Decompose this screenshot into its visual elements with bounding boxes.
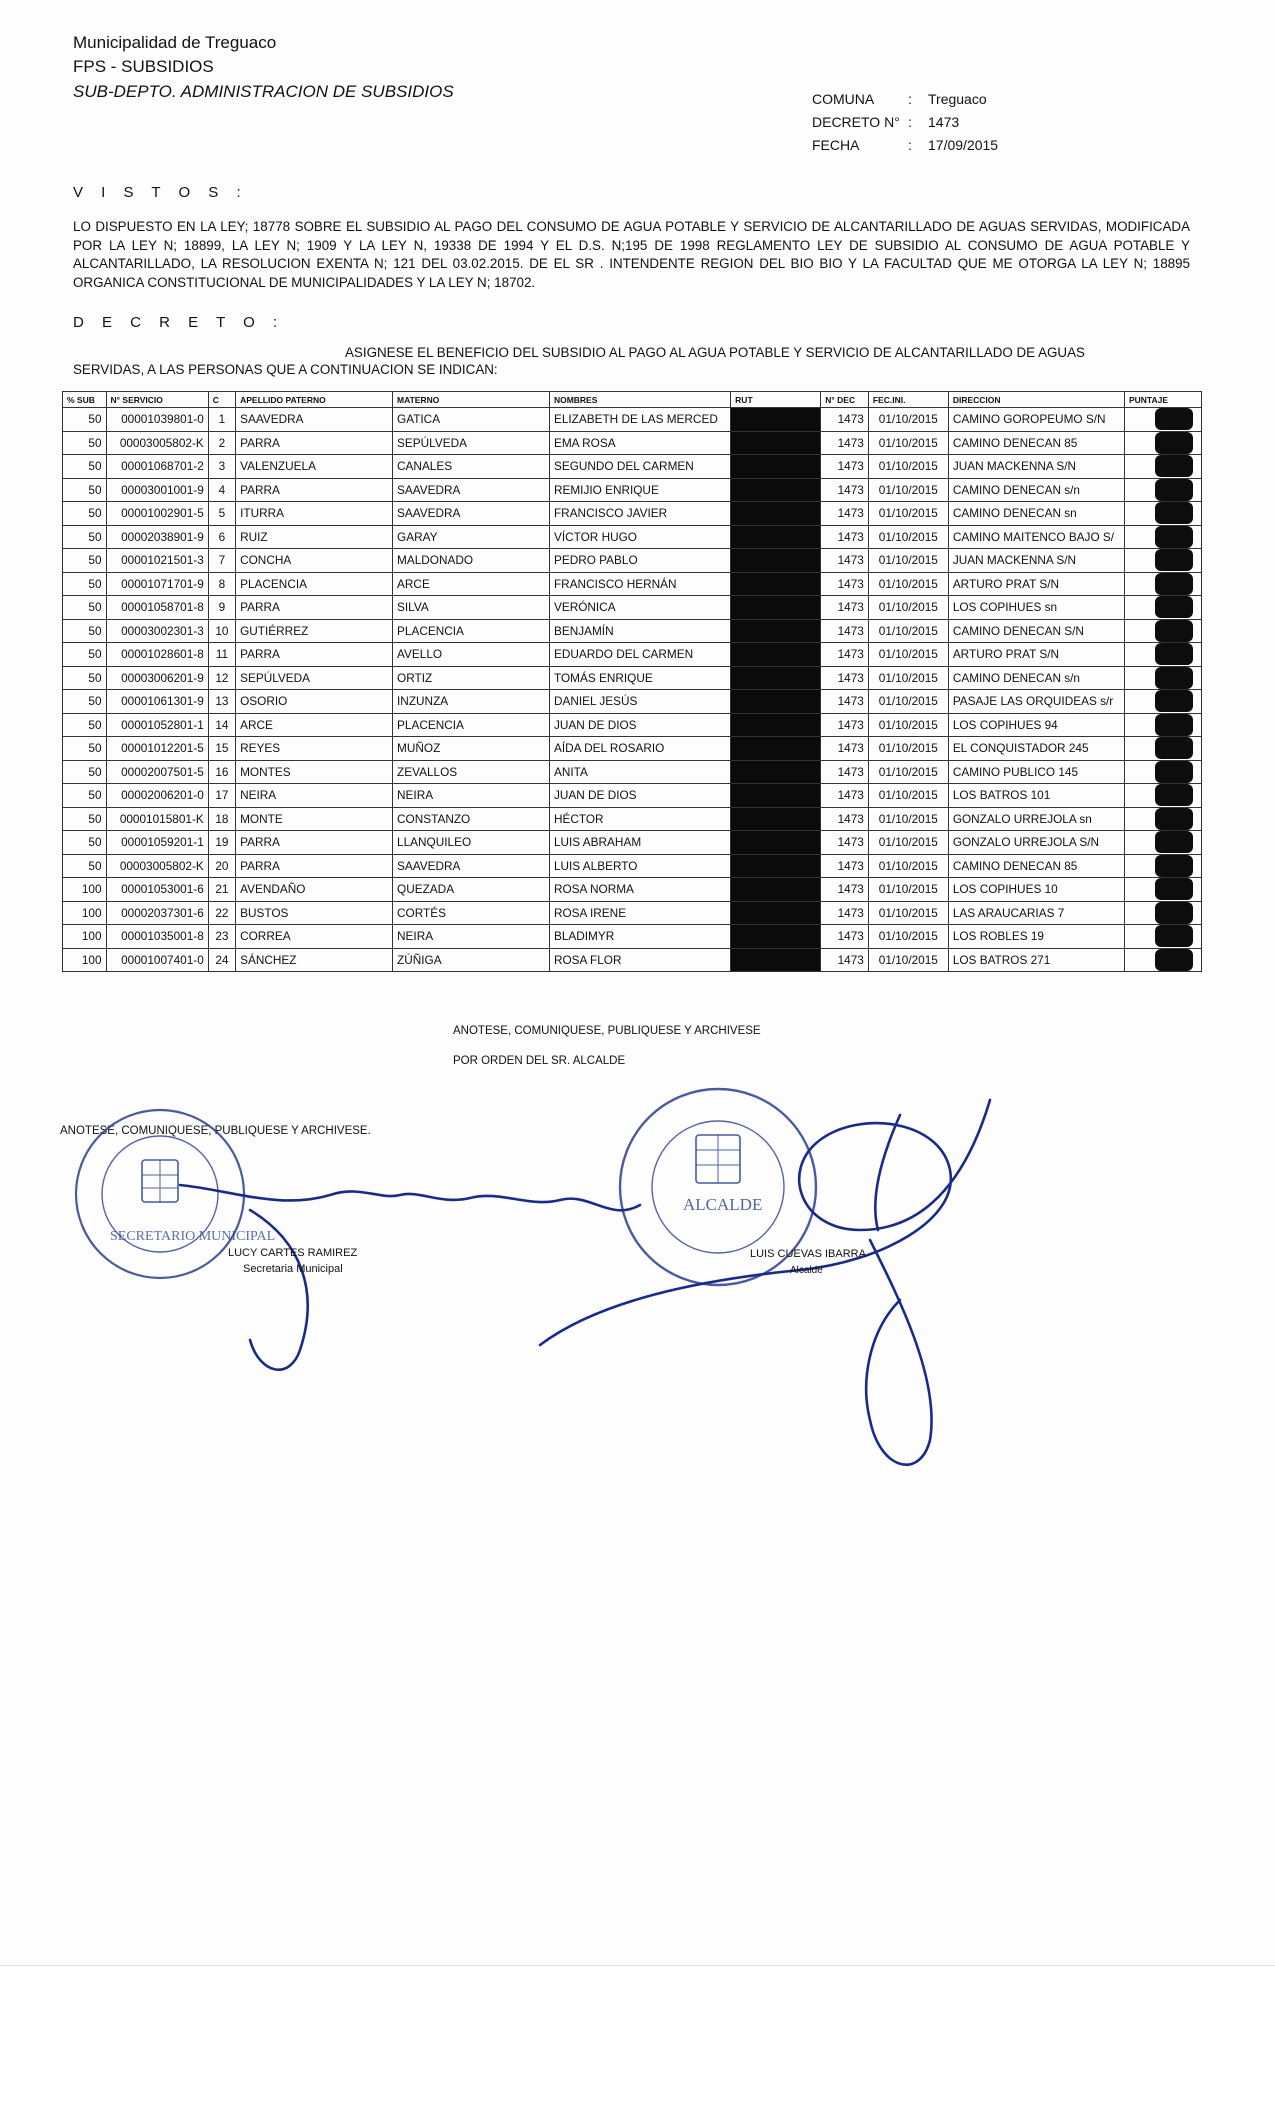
cell-servicio: 00001052801-1 [106,713,208,737]
cell-nombres: BLADIMYR [549,925,730,949]
cell-nombres: EMA ROSA [549,431,730,455]
cell-sub: 100 [63,901,107,925]
cell-nombres: FRANCISCO HERNÁN [549,572,730,596]
meta-label: DECRETO N° [812,114,900,130]
cell-nombres: ROSA IRENE [549,901,730,925]
cell-materno: ZEVALLOS [393,760,550,784]
cell-sub: 50 [63,572,107,596]
cell-c: 18 [208,807,235,831]
cell-servicio: 00001053001-6 [106,878,208,902]
cell-direccion: LOS BATROS 101 [948,784,1124,808]
cell-fecini: 01/10/2015 [868,948,948,972]
cell-fecini: 01/10/2015 [868,807,948,831]
mayor-signature [540,1100,990,1465]
cell-c: 2 [208,431,235,455]
cell-materno: ORTIZ [393,666,550,690]
cell-sub: 50 [63,549,107,573]
cell-c: 3 [208,455,235,479]
cell-sub: 50 [63,525,107,549]
cell-servicio: 00001021501-3 [106,549,208,573]
cell-sub: 50 [63,666,107,690]
cell-c: 10 [208,619,235,643]
cell-sub: 50 [63,807,107,831]
col-header-servicio: N° SERVICIO [106,392,208,408]
cell-c: 6 [208,525,235,549]
cell-c: 15 [208,737,235,761]
cell-servicio: 00001015801-K [106,807,208,831]
vistos-heading: V I S T O S : [73,184,248,201]
cell-nombres: ANITA [549,760,730,784]
cell-direccion: LOS BATROS 271 [948,948,1124,972]
cell-direccion: GONZALO URREJOLA sn [948,807,1124,831]
cell-paterno: CORREA [236,925,393,949]
cell-direccion: LAS ARAUCARIAS 7 [948,901,1124,925]
cell-servicio: 00001002901-5 [106,502,208,526]
col-header-c: C [208,392,235,408]
cell-paterno: GUTIÉRREZ [236,619,393,643]
cell-fecini: 01/10/2015 [868,925,948,949]
cell-materno: QUEZADA [393,878,550,902]
meta-colon: : [908,91,912,107]
cell-ndec: 1473 [821,596,869,620]
cell-materno: SAAVEDRA [393,854,550,878]
cell-nombres: JUAN DE DIOS [549,784,730,808]
cell-servicio: 00003006201-9 [106,666,208,690]
cell-direccion: JUAN MACKENNA S/N [948,549,1124,573]
cell-paterno: PARRA [236,431,393,455]
cell-direccion: LOS COPIHUES 94 [948,713,1124,737]
cell-sub: 100 [63,925,107,949]
secretary-signature [180,1185,640,1370]
cell-fecini: 01/10/2015 [868,713,948,737]
cell-direccion: CAMINO DENECAN 85 [948,854,1124,878]
cell-sub: 50 [63,596,107,620]
cell-sub: 50 [63,831,107,855]
cell-direccion: LOS ROBLES 19 [948,925,1124,949]
cell-paterno: PARRA [236,854,393,878]
cell-sub: 50 [63,737,107,761]
meta-value: 17/09/2015 [928,137,999,153]
cell-c: 20 [208,854,235,878]
cell-direccion: ARTURO PRAT S/N [948,572,1124,596]
cell-paterno: ARCE [236,713,393,737]
cell-sub: 50 [63,760,107,784]
cell-materno: MALDONADO [393,549,550,573]
cell-direccion: JUAN MACKENNA S/N [948,455,1124,479]
cell-paterno: MONTE [236,807,393,831]
cell-c: 11 [208,643,235,667]
cell-fecini: 01/10/2015 [868,572,948,596]
cell-paterno: BUSTOS [236,901,393,925]
cell-sub: 50 [63,690,107,714]
mayor-title: Alcalde [790,1265,823,1276]
col-header-materno: MATERNO [393,392,550,408]
cell-fecini: 01/10/2015 [868,596,948,620]
header-subdepartment: SUB-DEPTO. ADMINISTRACION DE SUBSIDIOS [73,82,454,101]
cell-materno: NEIRA [393,925,550,949]
cell-paterno: PARRA [236,478,393,502]
secretary-name: LUCY CARTES RAMIREZ [228,1247,358,1259]
cell-direccion: LOS COPIHUES sn [948,596,1124,620]
meta-label: FECHA [812,137,860,153]
cell-sub: 100 [63,948,107,972]
cell-sub: 50 [63,408,107,432]
cell-sub: 50 [63,619,107,643]
col-header-paterno: APELLIDO PATERNO [236,392,393,408]
cell-ndec: 1473 [821,784,869,808]
cell-nombres: LUIS ALBERTO [549,854,730,878]
cell-servicio: 00002038901-9 [106,525,208,549]
cell-ndec: 1473 [821,549,869,573]
mayor-seal-center: ALCALDE [683,1195,763,1214]
cell-sub: 50 [63,854,107,878]
meta-label: COMUNA [812,91,875,107]
cell-paterno: PARRA [236,643,393,667]
cell-servicio: 00003005802-K [106,854,208,878]
cell-ndec: 1473 [821,431,869,455]
cell-ndec: 1473 [821,925,869,949]
cell-c: 9 [208,596,235,620]
cell-nombres: AÍDA DEL ROSARIO [549,737,730,761]
cell-nombres: BENJAMÍN [549,619,730,643]
cell-sub: 50 [63,713,107,737]
cell-fecini: 01/10/2015 [868,619,948,643]
cell-paterno: MONTES [236,760,393,784]
cell-fecini: 01/10/2015 [868,525,948,549]
cell-nombres: JUAN DE DIOS [549,713,730,737]
cell-direccion: CAMINO PUBLICO 145 [948,760,1124,784]
cell-materno: NEIRA [393,784,550,808]
cell-materno: SAAVEDRA [393,502,550,526]
cell-materno: SILVA [393,596,550,620]
cell-materno: GARAY [393,525,550,549]
cell-paterno: PARRA [236,831,393,855]
decreto-heading: D E C R E T O : [73,314,285,331]
cell-ndec: 1473 [821,643,869,667]
page-bottom-margin [0,1965,1275,2101]
cell-paterno: AVENDAÑO [236,878,393,902]
cell-nombres: PEDRO PABLO [549,549,730,573]
cell-direccion: CAMINO DENECAN s/n [948,478,1124,502]
decreto-line-1: ASIGNESE EL BENEFICIO DEL SUBSIDIO AL PAGO AL AGUA POTABLE Y SERVICIO DE ALCANTARILLADO DE AGUAS [345,345,1085,360]
cell-servicio: 00001061301-9 [106,690,208,714]
cell-direccion: CAMINO MAITENCO BAJO S/ [948,525,1124,549]
cell-direccion: PASAJE LAS ORQUIDEAS s/r [948,690,1124,714]
cell-ndec: 1473 [821,713,869,737]
cell-fecini: 01/10/2015 [868,878,948,902]
cell-c: 23 [208,925,235,949]
cell-paterno: PARRA [236,596,393,620]
meta-value: Treguaco [928,91,987,107]
cell-sub: 50 [63,455,107,479]
cell-nombres: HÉCTOR [549,807,730,831]
cell-sub: 100 [63,878,107,902]
cell-fecini: 01/10/2015 [868,690,948,714]
cell-fecini: 01/10/2015 [868,666,948,690]
cell-servicio: 00002006201-0 [106,784,208,808]
cell-materno: CORTÉS [393,901,550,925]
secretary-seal-center: SECRETARIO MUNICIPAL [110,1229,276,1244]
cell-paterno: CONCHA [236,549,393,573]
cell-servicio: 00001039801-0 [106,408,208,432]
cell-materno: PLACENCIA [393,713,550,737]
cell-c: 13 [208,690,235,714]
cell-fecini: 01/10/2015 [868,784,948,808]
cell-ndec: 1473 [821,455,869,479]
cell-c: 8 [208,572,235,596]
cell-direccion: EL CONQUISTADOR 245 [948,737,1124,761]
cell-sub: 50 [63,478,107,502]
closing-text: ANOTESE, COMUNIQUESE, PUBLIQUESE Y ARCHIVESE [453,1025,761,1037]
cell-ndec: 1473 [821,831,869,855]
cell-nombres: VÍCTOR HUGO [549,525,730,549]
cell-nombres: VERÓNICA [549,596,730,620]
cell-ndec: 1473 [821,901,869,925]
cell-c: 19 [208,831,235,855]
cell-c: 4 [208,478,235,502]
cell-direccion: CAMINO DENECAN 85 [948,431,1124,455]
cell-ndec: 1473 [821,619,869,643]
cell-paterno: RUIZ [236,525,393,549]
cell-ndec: 1473 [821,760,869,784]
cell-direccion: CAMINO DENECAN s/n [948,666,1124,690]
decreto-line-2: SERVIDAS, A LAS PERSONAS QUE A CONTINUACION SE INDICAN: [73,362,498,377]
cell-materno: CONSTANZO [393,807,550,831]
cell-servicio: 00003005802-K [106,431,208,455]
cell-materno: GATICA [393,408,550,432]
cell-materno: LLANQUILEO [393,831,550,855]
cell-fecini: 01/10/2015 [868,502,948,526]
cell-c: 21 [208,878,235,902]
closing-text-secretary: ANOTESE, COMUNIQUESE, PUBLIQUESE Y ARCHIVESE. [60,1125,371,1137]
mayor-name: LUIS CUEVAS IBARRA [750,1248,866,1260]
cell-nombres: TOMÁS ENRIQUE [549,666,730,690]
cell-fecini: 01/10/2015 [868,455,948,479]
cell-ndec: 1473 [821,525,869,549]
meta-colon: : [908,114,912,130]
cell-fecini: 01/10/2015 [868,854,948,878]
col-header-rut: RUT [731,392,821,408]
cell-c: 24 [208,948,235,972]
cell-direccion: ARTURO PRAT S/N [948,643,1124,667]
cell-materno: INZUNZA [393,690,550,714]
cell-sub: 50 [63,502,107,526]
cell-materno: CANALES [393,455,550,479]
cell-c: 7 [208,549,235,573]
meta-colon: : [908,137,912,153]
cell-materno: SEPÚLVEDA [393,431,550,455]
cell-ndec: 1473 [821,666,869,690]
cell-servicio: 00002037301-6 [106,901,208,925]
cell-ndec: 1473 [821,690,869,714]
cell-ndec: 1473 [821,408,869,432]
cell-servicio: 00001071701-9 [106,572,208,596]
cell-fecini: 01/10/2015 [868,549,948,573]
cell-ndec: 1473 [821,478,869,502]
cell-c: 14 [208,713,235,737]
meta-value: 1473 [928,114,960,130]
cell-nombres: REMIJIO ENRIQUE [549,478,730,502]
cell-paterno: SAAVEDRA [236,408,393,432]
cell-c: 17 [208,784,235,808]
cell-servicio: 00001028601-8 [106,643,208,667]
cell-fecini: 01/10/2015 [868,760,948,784]
cell-nombres: EDUARDO DEL CARMEN [549,643,730,667]
cell-ndec: 1473 [821,807,869,831]
col-header-ndec: N° DEC [821,392,869,408]
cell-c: 5 [208,502,235,526]
cell-ndec: 1473 [821,854,869,878]
cell-direccion: CAMINO DENECAN sn [948,502,1124,526]
cell-fecini: 01/10/2015 [868,643,948,667]
cell-direccion: GONZALO URREJOLA S/N [948,831,1124,855]
cell-sub: 50 [63,431,107,455]
order-text: POR ORDEN DEL SR. ALCALDE [453,1055,626,1067]
header-department: FPS - SUBSIDIOS [73,57,214,76]
cell-fecini: 01/10/2015 [868,408,948,432]
cell-servicio: 00002007501-5 [106,760,208,784]
cell-fecini: 01/10/2015 [868,478,948,502]
cell-servicio: 00001007401-0 [106,948,208,972]
cell-direccion: CAMINO DENECAN S/N [948,619,1124,643]
cell-ndec: 1473 [821,737,869,761]
cell-nombres: SEGUNDO DEL CARMEN [549,455,730,479]
cell-fecini: 01/10/2015 [868,431,948,455]
cell-servicio: 00001012201-5 [106,737,208,761]
cell-c: 1 [208,408,235,432]
cell-nombres: ROSA NORMA [549,878,730,902]
cell-nombres: LUIS ABRAHAM [549,831,730,855]
cell-direccion: CAMINO GOROPEUMO S/N [948,408,1124,432]
cell-direccion: LOS COPIHUES 10 [948,878,1124,902]
cell-materno: SAAVEDRA [393,478,550,502]
col-header-sub: % SUB [63,392,107,408]
col-header-direccion: DIRECCION [948,392,1124,408]
cell-servicio: 00001059201-1 [106,831,208,855]
cell-materno: ZÚÑIGA [393,948,550,972]
col-header-nombres: NOMBRES [549,392,730,408]
cell-servicio: 00003002301-3 [106,619,208,643]
cell-servicio: 00003001001-9 [106,478,208,502]
vistos-paragraph: LO DISPUESTO EN LA LEY; 18778 SOBRE EL SUBSIDIO AL PAGO DEL CONSUMO DE AGUA POTABLE Y SERVICIO DE ALCANTARILLADO DE AGUAS SERVIDAS, MODIFICADA POR LA LEY N; 18899, LA LEY N; 1909 Y LA LEY N, 19338 DE 1994 Y EL D.S. N;195 DE 1998 REGLAMENTO LEY DE SUBSIDIO AL CONSUMO DE AGUA POTABLE Y ALCANTARILLADO, LA RESOLUCION EXENTA N; 121 DEL 03.02.2015. DE EL SR . INTENDENTE REGION DEL BIO BIO Y LA FACULTAD QUE ME OTORGA LA LEY N; 18895 ORGANICA CONSTITUCIONAL DE MUNICIPALIDADES Y LA LEY N; 18702. [73,219,1190,290]
cell-sub: 50 [63,784,107,808]
cell-nombres: DANIEL JESÚS [549,690,730,714]
cell-paterno: ITURRA [236,502,393,526]
cell-ndec: 1473 [821,878,869,902]
cell-sub: 50 [63,643,107,667]
cell-ndec: 1473 [821,502,869,526]
cell-paterno: VALENZUELA [236,455,393,479]
secretary-title: Secretaria Municipal [243,1263,343,1275]
cell-materno: PLACENCIA [393,619,550,643]
cell-nombres: ROSA FLOR [549,948,730,972]
cell-fecini: 01/10/2015 [868,901,948,925]
cell-c: 16 [208,760,235,784]
cell-materno: ARCE [393,572,550,596]
col-header-fecini: FEC.INI. [868,392,948,408]
cell-nombres: ELIZABETH DE LAS MERCED [549,408,730,432]
col-header-puntaje: PUNTAJE [1124,392,1201,408]
cell-c: 22 [208,901,235,925]
cell-materno: MUÑOZ [393,737,550,761]
cell-ndec: 1473 [821,572,869,596]
cell-c: 12 [208,666,235,690]
cell-nombres: FRANCISCO JAVIER [549,502,730,526]
cell-paterno: OSORIO [236,690,393,714]
cell-servicio: 00001068701-2 [106,455,208,479]
header-municipality: Municipalidad de Treguaco [73,33,277,52]
cell-servicio: 00001058701-8 [106,596,208,620]
cell-fecini: 01/10/2015 [868,737,948,761]
cell-paterno: SÁNCHEZ [236,948,393,972]
cell-paterno: SEPÚLVEDA [236,666,393,690]
cell-paterno: REYES [236,737,393,761]
cell-servicio: 00001035001-8 [106,925,208,949]
cell-fecini: 01/10/2015 [868,831,948,855]
cell-materno: AVELLO [393,643,550,667]
cell-paterno: PLACENCIA [236,572,393,596]
cell-paterno: NEIRA [236,784,393,808]
cell-ndec: 1473 [821,948,869,972]
